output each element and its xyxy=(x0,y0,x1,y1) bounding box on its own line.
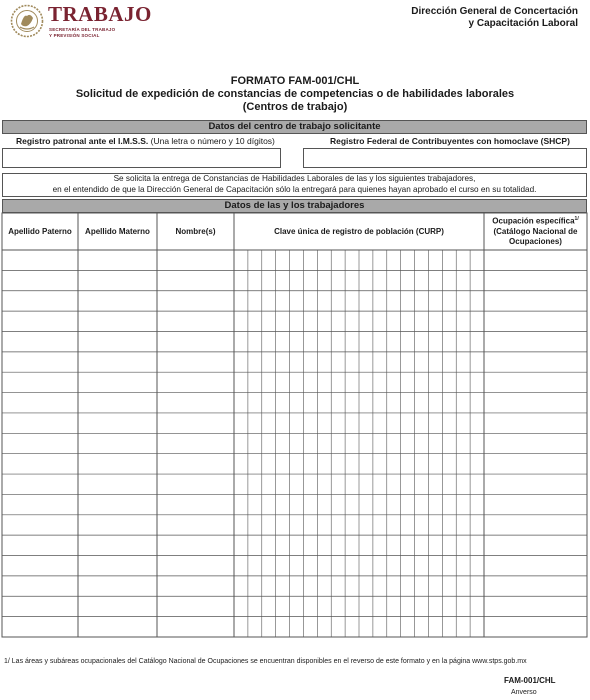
brand-name: TRABAJO xyxy=(48,2,152,26)
form-code-footer: FAM-001/CHL xyxy=(504,676,556,685)
request-text: Se solicita la entrega de Constancias de Habilidades Laborales de las y los siguientes trabajadores, en el entendido de que la Dirección General de Capacitación sólo la entregará para quienes hayan aprobado el curso en su totalidad. xyxy=(52,174,537,194)
form-code-title: FORMATO FAM-001/CHL xyxy=(230,75,360,87)
footnote: 1/ Las áreas y subáreas ocupacionales del Catálogo Nacional de Ocupaciones se encuentran disponibles en el reverso de este formato y en la página www.stps.gob.mx xyxy=(4,658,527,665)
form-title: Solicitud de expedición de constancias de competencias o de habilidades laborales xyxy=(75,88,515,100)
section-heading-workplace: Datos del centro de trabajo solicitante xyxy=(2,120,587,134)
rfc-label: Registro Federal de Contribuyentes con homoclave (SHCP) xyxy=(330,136,570,146)
page-side-label: Anverso xyxy=(511,689,537,696)
brand-subtitle: SECRETARÍA DEL TRABAJO Y PREVISIÓN SOCIAL xyxy=(49,27,116,38)
col-header-materno: Apellido Materno xyxy=(85,227,150,236)
form-subtitle: (Centros de trabajo) xyxy=(242,101,348,113)
section-heading-workers: Datos de las y los trabajadores xyxy=(2,199,587,213)
col-header-paterno: Apellido Paterno xyxy=(8,227,72,236)
col-header-curp: Clave única de registro de población (CURP) xyxy=(274,227,444,236)
table-border xyxy=(2,213,587,637)
col-header-nombres: Nombre(s) xyxy=(175,227,216,236)
col-header-ocupacion: Ocupación específica$^{1/}$ (Catálogo Nacional de Ocupaciones) xyxy=(492,216,579,246)
department-name: Dirección General de Concertación y Capacitación Laboral xyxy=(411,6,578,29)
imss-label: Registro patronal ante el I.M.S.S. (Una letra o número y 10 dígitos) xyxy=(16,136,275,146)
